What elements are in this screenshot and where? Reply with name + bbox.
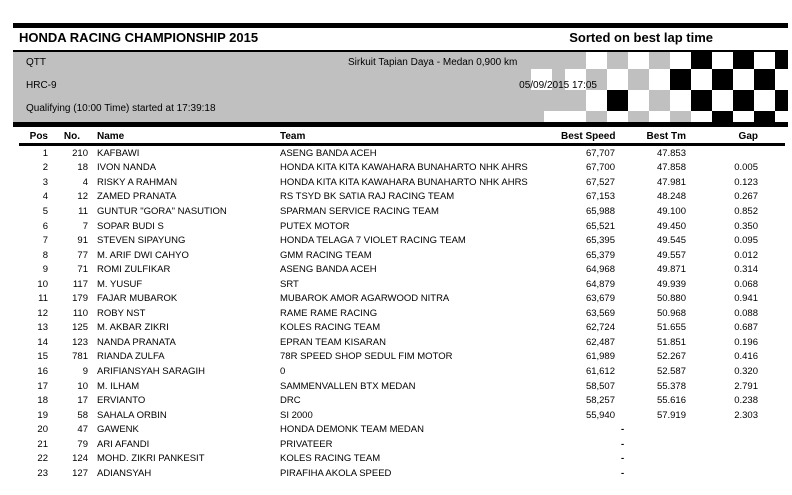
table-row [18, 233, 758, 248]
cell-tm: 49.450 [656, 220, 686, 232]
cell-pos: 10 [37, 278, 48, 290]
column-header-best-speed: Best Speed [561, 131, 616, 142]
cell-no: 91 [77, 235, 88, 247]
cell-gap: 0.068 [734, 278, 758, 290]
table-row [18, 466, 758, 481]
cell-gap: 0.416 [734, 351, 758, 363]
checkered-flag-square [712, 90, 733, 111]
cell-team: SAMMENVALLEN BTX MEDAN [280, 380, 416, 392]
checkered-flag-square [670, 111, 691, 122]
cell-pos: 19 [37, 409, 48, 421]
cell-name: STEVEN SIPAYUNG [97, 235, 186, 247]
cell-name: GAWENK [97, 424, 139, 436]
cell-team: GMM RACING TEAM [280, 249, 372, 261]
table-row [18, 350, 758, 365]
checkered-flag-square [733, 52, 754, 69]
column-header-gap: Gap [738, 131, 758, 142]
checkered-flag-square [691, 111, 712, 122]
table-row [18, 204, 758, 219]
cell-speed: 67,153 [585, 191, 615, 203]
table-row [18, 277, 758, 292]
cell-team: HONDA DEMONK TEAM MEDAN [280, 424, 424, 436]
cell-speed: 67,527 [585, 176, 615, 188]
cell-tm: 47.858 [656, 162, 686, 174]
cell-pos: 6 [42, 220, 48, 232]
cell-team: RAME RAME RACING [280, 307, 378, 319]
cell-speed: 63,569 [585, 307, 615, 319]
column-header-pos: Pos [29, 131, 48, 142]
cell-pos: 23 [37, 467, 48, 479]
cell-team: 0 [280, 365, 286, 377]
cell-pos: 1 [42, 147, 48, 159]
cell-speed: 58,507 [585, 380, 615, 392]
checkered-flag-square [712, 52, 733, 69]
cell-name: ERVIANTO [97, 395, 146, 407]
cell-name: M. ARIF DWI CAHYO [97, 249, 189, 261]
cell-no: 18 [77, 162, 88, 174]
checkered-flag-square [670, 52, 691, 69]
checkered-flag-square [754, 111, 775, 122]
cell-gap: 0.320 [734, 365, 758, 377]
checkered-flag-square [607, 69, 628, 90]
cell-pos: 18 [37, 395, 48, 407]
checkered-flag-square [691, 69, 712, 90]
cell-pos: 3 [42, 176, 48, 188]
cell-gap: 0.088 [734, 307, 758, 319]
cell-tm: 51.655 [656, 322, 686, 334]
cell-pos: 12 [37, 307, 48, 319]
cell-tm: - [621, 467, 625, 479]
cell-no: 125 [72, 322, 88, 334]
class-name: HRC-9 [26, 80, 57, 91]
table-row [18, 146, 758, 161]
cell-tm: 55.378 [656, 380, 686, 392]
cell-pos: 22 [37, 453, 48, 465]
cell-name: ROMI ZULFIKAR [97, 264, 171, 276]
cell-team: KOLES RACING TEAM [280, 453, 381, 465]
cell-gap: 0.314 [734, 264, 758, 276]
cell-name: RIANDA ZULFA [97, 351, 165, 363]
cell-no: 179 [72, 293, 88, 305]
cell-pos: 8 [42, 249, 48, 261]
cell-tm: 51.851 [656, 336, 686, 348]
cell-no: 123 [72, 336, 88, 348]
cell-tm: 48.248 [656, 191, 686, 203]
cell-name: M. AKBAR ZIKRI [97, 322, 169, 334]
circuit-name: Sirkuit Tapian Daya - Medan 0,900 km [348, 57, 518, 68]
checkered-flag-square [586, 111, 607, 122]
cell-speed: 64,968 [585, 264, 615, 276]
cell-tm: - [621, 453, 625, 465]
checkered-flag-square [754, 52, 775, 69]
cell-speed: 62,487 [585, 336, 615, 348]
cell-tm: 49.939 [656, 278, 686, 290]
cell-team: 78R SPEED SHOP SEDUL FIM MOTOR [280, 351, 453, 363]
cell-speed: 65,379 [585, 249, 615, 261]
cell-pos: 4 [42, 191, 48, 203]
checkered-flag-square [754, 90, 775, 111]
table-row [18, 437, 758, 452]
table-row [18, 379, 758, 394]
cell-team: HONDA KITA KITA KAWAHARA BUNAHARTO NHK AHRS [280, 176, 528, 188]
cell-gap: 0.095 [734, 235, 758, 247]
cell-no: 77 [77, 249, 88, 261]
cell-pos: 16 [37, 365, 48, 377]
cell-gap: 0.941 [734, 293, 758, 305]
cell-team: SPARMAN SERVICE RACING TEAM [280, 205, 439, 217]
cell-no: 4 [82, 176, 88, 188]
checkered-flag-square [754, 69, 775, 90]
checkered-flag-square [775, 69, 788, 90]
cell-pos: 17 [37, 380, 48, 392]
cell-tm: 55.616 [656, 395, 686, 407]
cell-name: M. YUSUF [97, 278, 143, 290]
cell-name: FAJAR MUBAROK [97, 293, 178, 305]
cell-gap: 0.123 [734, 176, 758, 188]
checkered-flag-square [607, 111, 628, 122]
cell-name: ARI AFANDI [97, 438, 150, 450]
cell-gap: 0.687 [734, 322, 758, 334]
cell-name: SOPAR BUDI S [97, 220, 164, 232]
cell-gap: 0.267 [734, 191, 758, 203]
cell-pos: 11 [38, 293, 48, 305]
cell-no: 12 [77, 191, 88, 203]
cell-gap: 0.012 [734, 249, 758, 261]
checkered-flag-square [649, 52, 670, 69]
cell-team: MUBAROK AMOR AGARWOOD NITRA [280, 293, 450, 305]
cell-pos: 2 [42, 162, 48, 174]
cell-pos: 13 [37, 322, 48, 334]
cell-gap: 2.303 [734, 409, 758, 421]
cell-speed: 65,395 [585, 235, 615, 247]
session-datetime: 05/09/2015 17:05 [519, 80, 597, 91]
cell-name: ARIFIANSYAH SARAGIH [97, 365, 206, 377]
cell-tm: 49.545 [656, 235, 686, 247]
qualifying-note: Qualifying (10:00 Time) started at 17:39:18 [26, 103, 216, 114]
cell-team: RS TSYD BK SATIA RAJ RACING TEAM [280, 191, 455, 203]
cell-no: 79 [77, 438, 88, 450]
table-row [18, 451, 758, 466]
checkered-flag-square [565, 52, 586, 69]
cell-team: PRIVATEER [280, 438, 333, 450]
cell-tm: 52.267 [656, 351, 686, 363]
report-title: HONDA RACING CHAMPIONSHIP 2015 [19, 30, 259, 45]
cell-tm: 49.871 [656, 264, 686, 276]
checkered-flag-square [649, 111, 670, 122]
cell-tm: 52.587 [656, 365, 686, 377]
cell-no: 7 [82, 220, 88, 232]
cell-team: SI 2000 [280, 409, 313, 421]
cell-name: MOHD. ZIKRI PANKESIT [97, 453, 205, 465]
session-type: QTT [26, 57, 46, 68]
checkered-flag-square [691, 90, 712, 111]
cell-team: HONDA TELAGA 7 VIOLET RACING TEAM [280, 235, 466, 247]
cell-speed: 58,257 [585, 395, 615, 407]
checkered-flag-square [628, 111, 649, 122]
checkered-flag-square [628, 52, 649, 69]
cell-name: KAFBAWI [97, 147, 140, 159]
cell-name: M. ILHAM [97, 380, 140, 392]
cell-tm: 49.557 [656, 249, 686, 261]
cell-name: SAHALA ORBIN [97, 409, 167, 421]
checkered-flag-square [544, 111, 565, 122]
cell-gap: 0.238 [734, 395, 758, 407]
cell-no: 210 [72, 147, 88, 159]
cell-name: GUNTUR "GORA" NASUTION [97, 205, 227, 217]
column-header-team: Team [280, 131, 306, 142]
cell-team: DRC [280, 395, 301, 407]
cell-gap: 2.791 [734, 380, 758, 392]
table-row [18, 335, 758, 350]
checkered-flag-square [607, 52, 628, 69]
cell-speed: 67,707 [585, 147, 615, 159]
cell-speed: 55,940 [585, 409, 615, 421]
checkered-flag-square [607, 90, 628, 111]
cell-pos: 7 [42, 235, 48, 247]
sort-note: Sorted on best lap time [569, 30, 713, 45]
cell-name: ZAMED PRANATA [97, 191, 177, 203]
cell-pos: 9 [42, 264, 48, 276]
cell-no: 10 [77, 380, 88, 392]
cell-tm: - [621, 424, 625, 436]
cell-team: ASENG BANDA ACEH [280, 147, 377, 159]
session-info-panel [13, 50, 788, 127]
cell-pos: 20 [37, 424, 48, 436]
checkered-flag-square [712, 69, 733, 90]
cell-pos: 21 [37, 438, 48, 450]
table-row [18, 422, 758, 437]
checkered-flag-square [775, 111, 788, 122]
cell-tm: 50.968 [656, 307, 686, 319]
checkered-flag-square [649, 90, 670, 111]
cell-no: 781 [72, 351, 88, 363]
cell-team: ASENG BANDA ACEH [280, 264, 377, 276]
cell-pos: 14 [37, 336, 48, 348]
cell-speed: 67,700 [585, 162, 615, 174]
cell-name: NANDA PRANATA [97, 336, 176, 348]
cell-team: EPRAN TEAM KISARAN [280, 336, 386, 348]
table-row [18, 291, 758, 306]
column-header-best-tm: Best Tm [646, 131, 686, 142]
table-row [18, 161, 758, 176]
cell-pos: 15 [37, 351, 48, 363]
cell-gap: 0.350 [734, 220, 758, 232]
table-row [18, 219, 758, 234]
results-rows [18, 146, 758, 481]
cell-no: 110 [72, 307, 88, 319]
checkered-flag-square [733, 69, 754, 90]
cell-speed: 61,989 [585, 351, 615, 363]
checkered-flag-square [586, 90, 607, 111]
cell-no: 9 [82, 365, 88, 377]
table-row [18, 262, 758, 277]
cell-tm: 49.100 [656, 205, 686, 217]
cell-tm: 50.880 [656, 293, 686, 305]
top-bar [13, 23, 788, 28]
cell-speed: 61,612 [585, 365, 615, 377]
table-row [18, 408, 758, 423]
table-row [18, 175, 758, 190]
checkered-flag-square [733, 111, 754, 122]
checkered-flag-square [565, 111, 586, 122]
cell-tm: 47.981 [656, 176, 686, 188]
table-row [18, 248, 758, 263]
table-row [18, 321, 758, 336]
cell-no: 47 [77, 424, 88, 436]
cell-no: 127 [72, 467, 88, 479]
checkered-flag-square [628, 69, 649, 90]
checkered-flag-square [733, 90, 754, 111]
cell-name: ADIANSYAH [97, 467, 152, 479]
column-header-no: No. [63, 131, 80, 142]
table-row [18, 393, 758, 408]
checkered-flag-square [565, 90, 586, 111]
cell-no: 124 [72, 453, 88, 465]
cell-no: 11 [78, 205, 88, 217]
checkered-flag-square [775, 90, 788, 111]
checkered-flag-square [670, 69, 691, 90]
results-header-row [18, 131, 758, 142]
cell-team: HONDA KITA KITA KAWAHARA BUNAHARTO NHK AHRS [280, 162, 528, 174]
cell-name: RISKY A RAHMAN [97, 176, 178, 188]
checkered-flag-square [691, 52, 712, 69]
cell-speed: 64,879 [585, 278, 615, 290]
checkered-flag-square [712, 111, 733, 122]
checkered-flag-square [670, 90, 691, 111]
cell-gap: 0.005 [734, 162, 758, 174]
checkered-flag-square [775, 52, 788, 69]
cell-speed: 62,724 [585, 322, 615, 334]
cell-speed: 63,679 [585, 293, 615, 305]
checkered-flag-square [628, 90, 649, 111]
cell-tm: 57.919 [656, 409, 686, 421]
cell-no: 117 [72, 278, 88, 290]
cell-name: ROBY NST [97, 307, 146, 319]
checkered-flag-square [649, 69, 670, 90]
cell-no: 17 [77, 395, 88, 407]
cell-speed: 65,521 [585, 220, 615, 232]
cell-team: PIRAFIHA AKOLA SPEED [280, 467, 392, 479]
checkered-flag-square [586, 52, 607, 69]
cell-team: PUTEX MOTOR [280, 220, 350, 232]
cell-tm: 47.853 [656, 147, 686, 159]
table-row [18, 190, 758, 205]
cell-no: 58 [77, 409, 88, 421]
cell-team: KOLES RACING TEAM [280, 322, 381, 334]
cell-speed: 65,988 [585, 205, 615, 217]
cell-gap: 0.852 [734, 205, 758, 217]
cell-no: 71 [77, 264, 88, 276]
column-header-name: Name [97, 131, 125, 142]
cell-pos: 5 [42, 205, 48, 217]
table-row [18, 364, 758, 379]
table-row [18, 306, 758, 321]
cell-name: IVON NANDA [97, 162, 157, 174]
cell-team: SRT [280, 278, 299, 290]
cell-tm: - [621, 438, 625, 450]
cell-gap: 0.196 [734, 336, 758, 348]
